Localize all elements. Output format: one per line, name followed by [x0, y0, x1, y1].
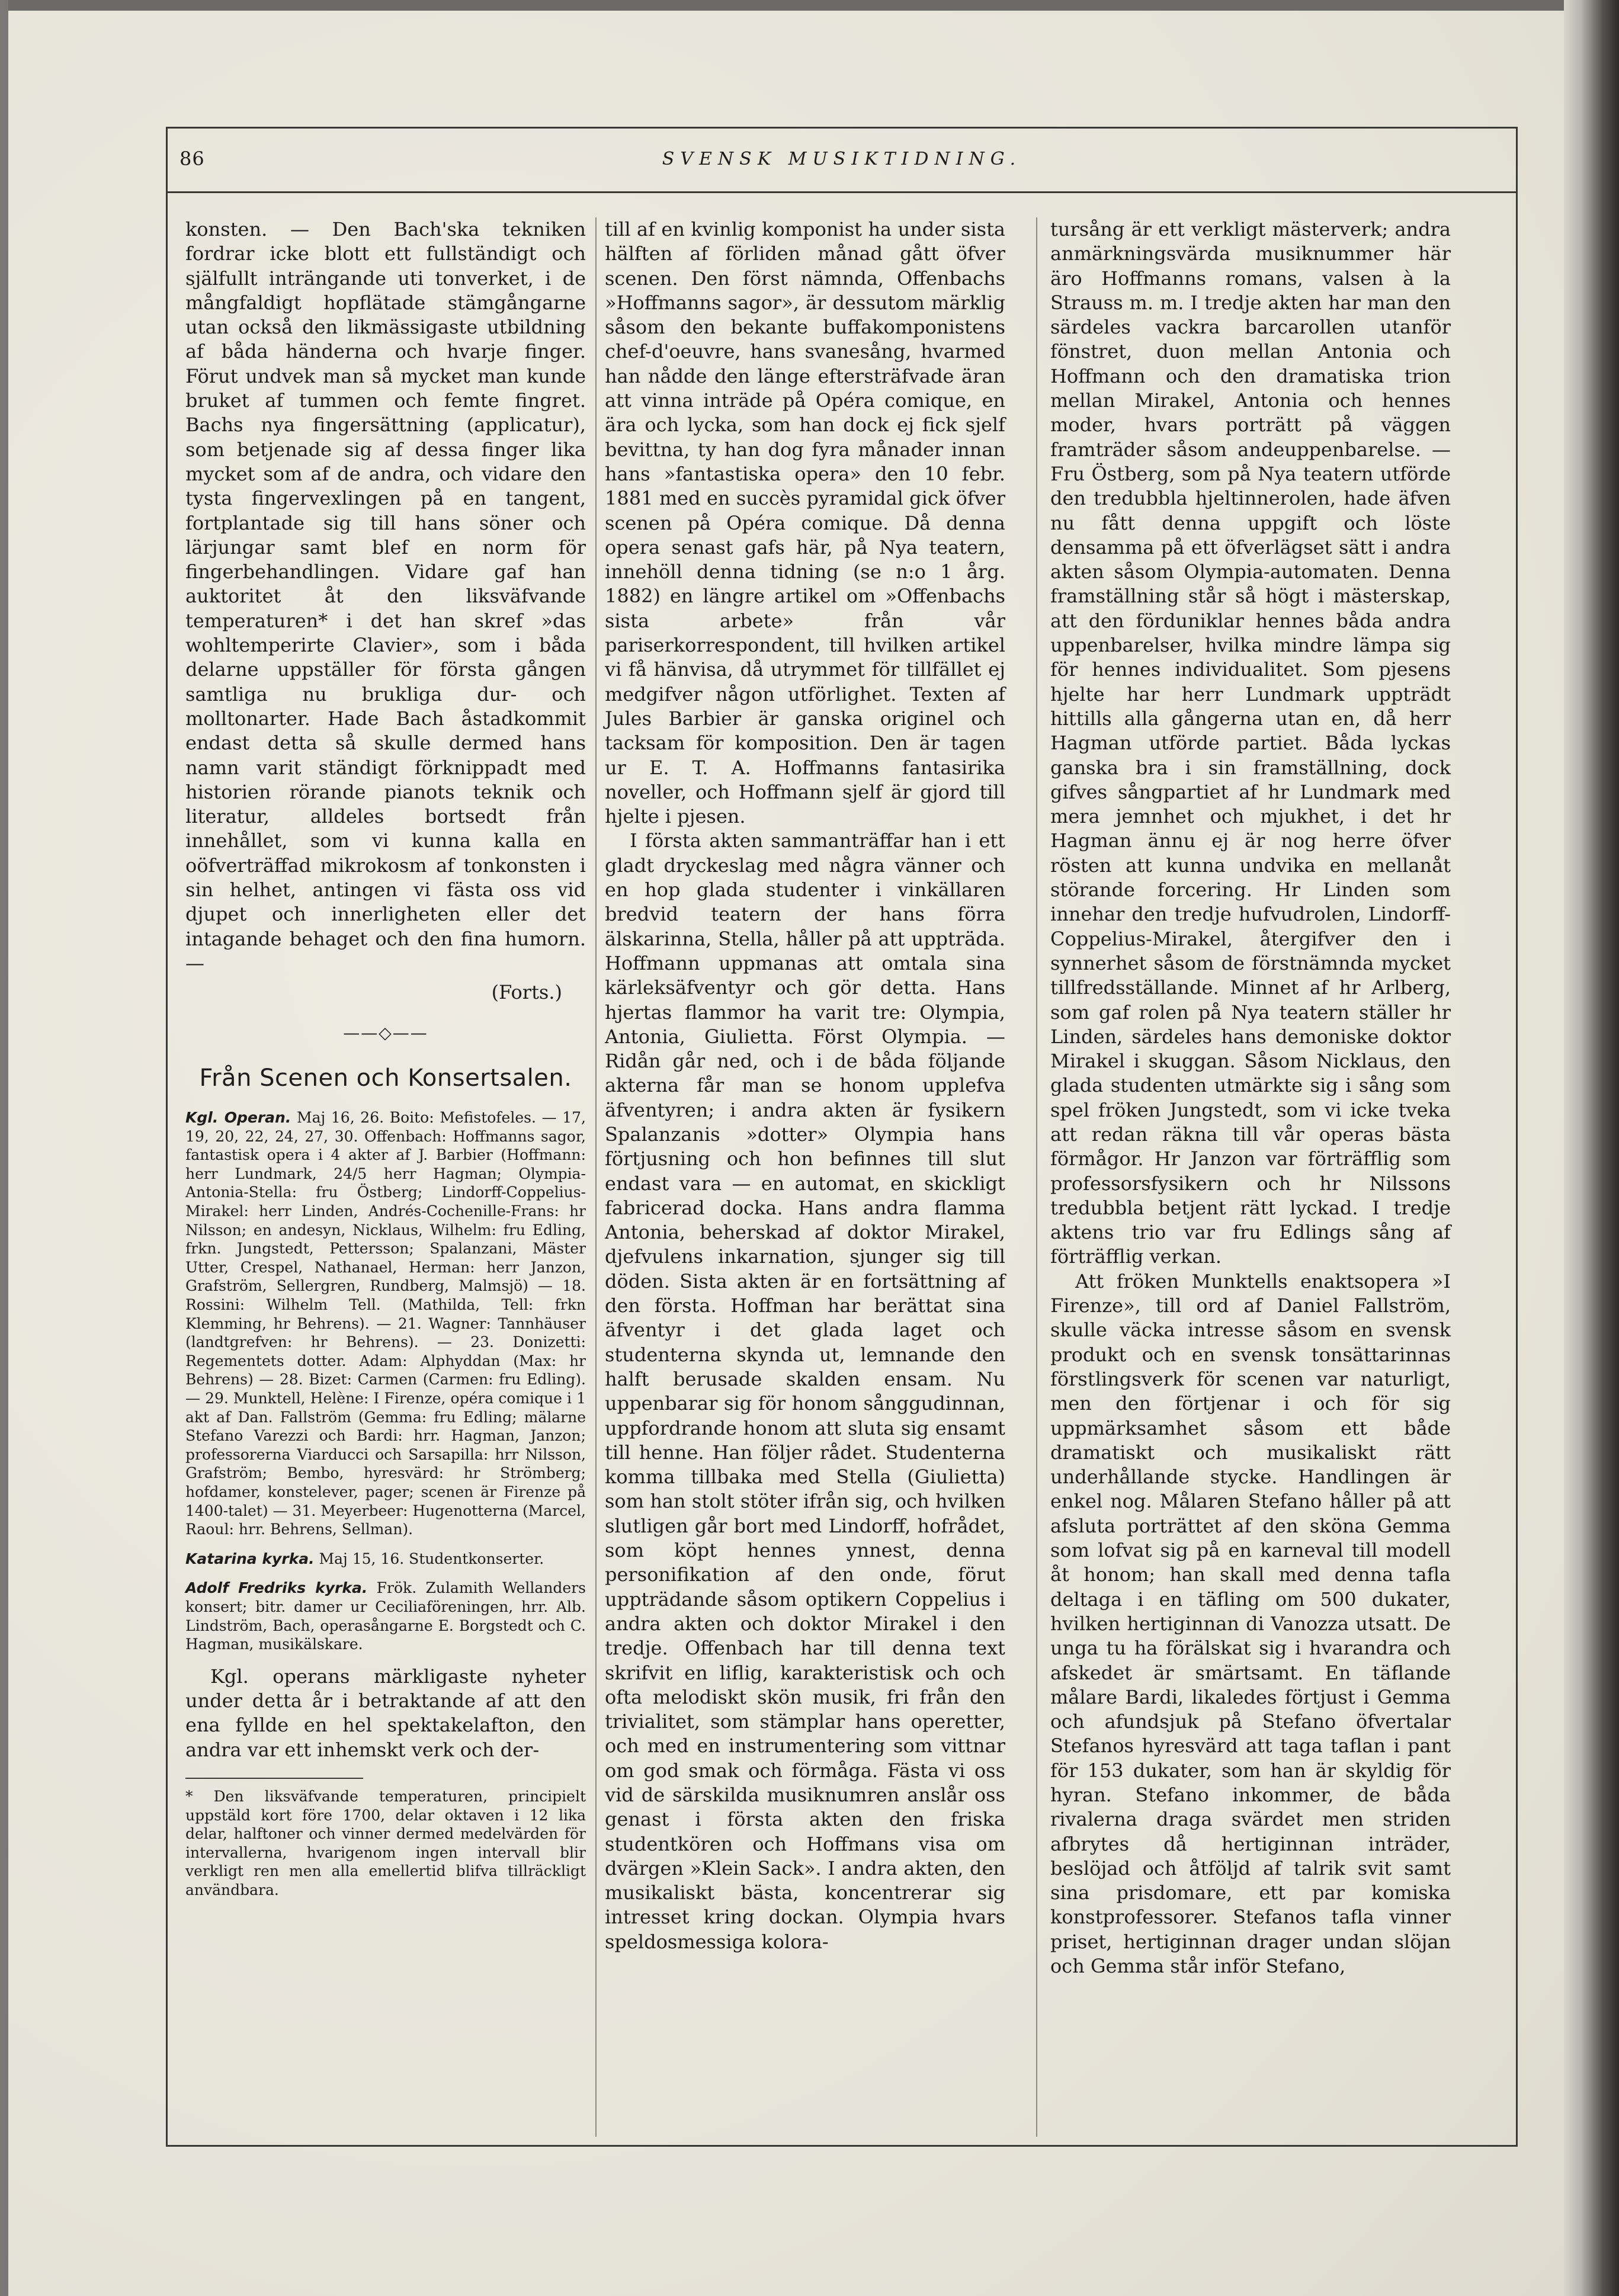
listing-label: Kgl. Operan. [185, 1109, 291, 1127]
page-header [168, 129, 1516, 193]
column-2 [605, 217, 1005, 1954]
review-paragraph: till af en kvinlig komponist ha under sista hälften af förliden månad gått öfver scenen. Den först nämnda, Offenbachs »Hoffmanns sagor», är dessutom märklig såsom den bekante buffakomponistens chef-d'oeuvre, hans svanesång, hvarmed han nådde den länge eftersträfvade äran att vinna inträde på Opéra comique, en ära och lycka, som han dock ej fick sjelf bevittna, ty han dog fyra månader innan hans »fantastiska opera» den 10 febr. 1881 med en succès pyramidal gick öfver scenen på Opéra comique. Då denna opera senast gafs här, på Nya teatern, innehöll denna tidning (se n:o 1 årg. 1882) en längre artikel om »Offenbachs sista arbete» från vår pariserkorrespondent, till hvilken artikel vi få hänvisa, då utrymmet för tillfället ej medgifver någon utförlighet. Texten af Jules Barbier är ganska originel och tacksam för komposition. Den är tagen ur E. T. A. Hoffmanns fantasirika noveller, och Hoffmann sjelf är gjord till hjelte i pjesen. [605, 218, 1005, 828]
footnote-rule [185, 1778, 363, 1779]
page-number: 86 [179, 147, 205, 170]
listing-label: Adolf Fredriks kyrka. [185, 1579, 368, 1597]
scan-border-top [0, 0, 1619, 11]
listing-text: Frök. Zulamith Wellanders konsert; bitr. damer ur Ceciliaföreningen, hrr. Alb. Lindström, Bach, operasångarne E. Borgstedt och C. Hagman, musikälskare. [185, 1579, 586, 1653]
listing-text: Maj 16, 26. Boito: Mefistofeles. — 17, 19, 20, 22, 24, 27, 30. Offenbach: Hoffmanns sagor, fantastisk opera i 4 akter af J. Barbier (Hoffmann: herr Lundmark, 24/5 herr Hagman; Olympia-Antonia-Stella: fru Östberg; Lindorff-Coppelius-Mirakel: herr Linden, Andrés-Cochenille-Frans: hr Nilsson; en andesyn, Nicklaus, Wilhelm: fru Edling, frkn. Jungstedt, Pettersson; Spalanzani, Mäster Utter, Crespel, Nathanael, Herman: herr Janzon, Grafström, Sellergren, Rundberg, Malmsjö) — 18. Rossini: Wilhelm Tell. (Mathilda, Tell: frkn Klemming, hr Behrens). — 21. Wagner: Tannhäuser (landtgrefven: hr Behrens). — 23. Donizetti: Regementets dotter. Adam: Alphyddan (Max: hr Behrens) — 28. Bizet: Carmen (Carmen: fru Edling). — 29. Munktell, Helène: I Firenze, opéra comique i 1 akt af Dan. Fallström (Gemma: fru Edling; mälarne Stefano Varezzi och Bardi: hrr. Hagman, Janzon; professorerna Viarducci och Sarsapilla: hrr Nilsson, Grafström; Bembo, hyresvärd: hr Strömberg; hofdamer, konstelever, pager; scenen är Firenze på 1400-talet) — 31. Meyerbeer: Hugenotterna (Marcel, Raoul: hrr. Behrens, Sellman). [185, 1109, 586, 1538]
running-title: SVENSK MUSIKTIDNING. [662, 149, 1022, 169]
listing-entry-operan [185, 1108, 586, 1539]
scan-border-left [0, 0, 8, 2296]
scan-border-right [1564, 0, 1619, 2296]
listing-entry-katarina [185, 1550, 586, 1569]
newspaper-page [8, 11, 1564, 2296]
review-paragraph: tursång är ett verkligt mästerverk; andra anmärkningsvärda musiknummer här äro Hoffmanns romans, valsen à la Strauss m. m. I tredje akten har man den särdeles vackra barcarollen utanför fönstret, duon mellan Antonia och Hoffmann och den dramatiska trion mellan Mirakel, Antonia och hennes moder, hvars porträtt på väggen framträder såsom andeuppenbarelse. — Fru Östberg, som på Nya teatern utförde den tredubbla hjeltinnerolen, hade äfven nu fått denna uppgift och löste densamma på ett öfverlägset sätt i andra akten såsom Olympia-automaten. Denna framställning står så högt i mästerskap, att den förduniklar hennes båda andra uppenbarelser, hvilka mindre lämpa sig för hennes individualitet. Som pjesens hjelte har herr Lundmark uppträdt hittills alla gångerna utan en, då herr Hagman utförde partiet. Båda lyckas ganska bra i sin framställning, dock gifves sångpartiet af hr Lundmark med mera jemnhet och mjukhet, i det hr Hagman ännu ej är nog herre öfver rösten att kunna undvika en mellanåt störande forcering. Hr Linden som innehar den tredje hufvudrolen, Lindorff-Coppelius-Mirakel, återgifver den i synnerhet såsom de förstnämnda mycket tillfredsställande. Minnet af hr Arlberg, som gaf rolen på Nya teatern ställer hr Linden, särdeles hans demoniske doktor Mirakel i skuggan. Såsom Nicklaus, den glada studenten utmärkte sig i sång som spel fröken Jungstedt, som vi icke tveka att redan räkna till vår operas bästa förmågor. Hr Janzon var förträfflig som professorsfysikern och hr Nilssons tredubbla betjent rätt lyckad. I tredje aktens trio var fru Edlings sång af förträfflig verkan. [1050, 218, 1451, 1268]
listing-entry-adolf-fredrik [185, 1579, 586, 1653]
column-rule-1 [595, 217, 597, 2137]
listing-label: Katarina kyrka. [185, 1550, 315, 1567]
article-continuation: konsten. — Den Bach'ska tekniken fordrar icke blott ett fullständigt och själfullt inträngande uti tonverket, i de mångfaldigt hopflätade stämgångarne utan också den likmässigaste utbildning af båda händerna och hvarje finger. Förut undvek man så mycket man kunde bruket af tummen och femte fingret. Bachs nya fingersättning (applicatur), som betjenade sig af dessa finger lika mycket som af de andra, och vidare den tysta fingervexlingen på en tangent, fortplantade sig till hans söner och lärjungar samt blef en norm för fingerbehandlingen. Vidare gaf han auktoritet åt den liksväfvande temperaturen* i det han skref »das wohltemperirte Clavier», som i båda delarne uppställer för första gången samtliga nu brukliga dur- och molltonarter. Hade Bach åstadkommit endast detta så skulle dermed hans namn varit ständigt förknippadt med historien rörande pianots teknik och literatur, alldeles bortsedt från innehållet, som vi kunna kalla en oöfverträffad mikrokosm af tonkonsten i sin helhet, antingen vi fästa oss vid djupet och innerligheten eller det intagande behaget och den fina humorn. — [185, 218, 586, 974]
review-paragraph: Att fröken Munktells enaktsopera »I Firenze», till ord af Daniel Fallström, skulle väcka intresse såsom en svensk produkt och en svensk tonsättarinnas förstlingsverk för scenen var naturligt, men den förtjenar i och för sig uppmärksamhet såsom ett både dramatiskt och musikaliskt rätt underhållande stycke. Handlingen är enkel nog. Målaren Stefano håller på att afsluta porträttet af den sköna Gemma som lofvat sig på en karneval till modell åt honom; han skall med denna tafla deltaga i en täfling om 500 dukater, hvilken hertiginnan di Vanozza utsatt. De unga tu ha förälskat sig i hvarandra och afskedet är smärtsamt. En täflande målare Bardi, likaledes förtjust i Gemma och afundsjuk på Stefano öfvertalar Stefanos hyresvärd att taga taflan i pant för 153 dukater, som han är skyldig för hyran. Stefano inkommer, de båda rivalerna draga svärdet men striden afbrytes då hertiginnan inträder, beslöjad och åtföljd af talrik svit samt sina prisdomare, ett par komiska konstprofessorer. Stefanos tafla vinner priset, hertiginnan drager undan slöjan och Gemma står inför Stefano, [1050, 1269, 1451, 1978]
review-paragraph: I första akten sammanträffar han i ett gladt dryckeslag med några vänner och en hop glada studenter i vinkällaren bredvid teatern der hans förra älskarinna, Stella, håller på att uppträda. Hoffmann uppmanas att omtala sina kärleksäfventyr och gör detta. Hans hjertas flammor ha varit tre: Olympia, Antonia, Giulietta. Först Olympia. — Ridån går ned, och i de båda följande akterna får man se honom upplefva äfventyren; i andra akten är fysikern Spalanzanis »dotter» Olympia hans förtjusning och hon befinnes till slut endast vara — en automat, en skickligt fabricerad docka. Hans andra flamma Antonia, beherskad af doktor Mirakel, djefvulens inkarnation, sjunger sig till döden. Sista akten är en fortsättning af den första. Hoffman har berättat sina äfventyr i det glada laget och studenterna skynda ut, lemnande den halft berusade skalden ensam. Nu uppenbarar sig för honom sånggudinnan, uppfordrande honom att sluta sig ensamt till henne. Han följer rådet. Studenterna komma tillbaka med Stella (Giulietta) som han stolt stöter ifrån sig, och hvilken slutligen går bort med Lindorff, hofrådet, som köpt hennes ynnest, denna personifikation af den onde, förut uppträdande såsom optikern Coppelius i andra akten och doktor Mirakel i den tredje. Offenbach har till denna text skrifvit en liflig, karakteristisk och och ofta melodiskt skön musik, fri från den trivialitet, som stämplar hans operetter, och med en instrumentering som vittnar om god smak och förmåga. Fästa vi oss vid de särskilda musiknumren anslår oss genast i första akten den friska studentkören och Hoffmans visa om dvärgen »Klein Sack». I andra akten, den musikaliskt bästa, koncentrerar sig intresset kring dockan. Olympia hvars speldosmessiga kolora- [605, 829, 1005, 1953]
section-divider: ——◇—— [343, 1022, 428, 1043]
to-be-continued: (Forts.) [491, 981, 562, 1004]
column-1 [185, 217, 586, 1899]
page-frame [166, 127, 1518, 2147]
column-3 [1050, 217, 1451, 1978]
performance-listing [185, 1108, 586, 1654]
column-rule-2 [1036, 217, 1037, 2137]
footnote: * Den liksväfvande temperaturen, principielt uppstäld kort före 1700, delar oktaven i 12 lika delar, halftoner och vinner dermed medelvärden för intervallerna, hvarigenom ingen intervall blir verkligt ren men alla emellertid blifva tillräckligt användbara. [185, 1787, 586, 1899]
listing-text: Maj 15, 16. Studentkonserter. [314, 1550, 544, 1567]
section-title: Från Scenen och Konsertsalen. [199, 1064, 572, 1092]
review-intro: Kgl. operans märkligaste nyheter under detta år i betraktande af att den ena fyllde en hel spektakelafton, den andra var ett inhemskt verk och der- [185, 1665, 586, 1761]
